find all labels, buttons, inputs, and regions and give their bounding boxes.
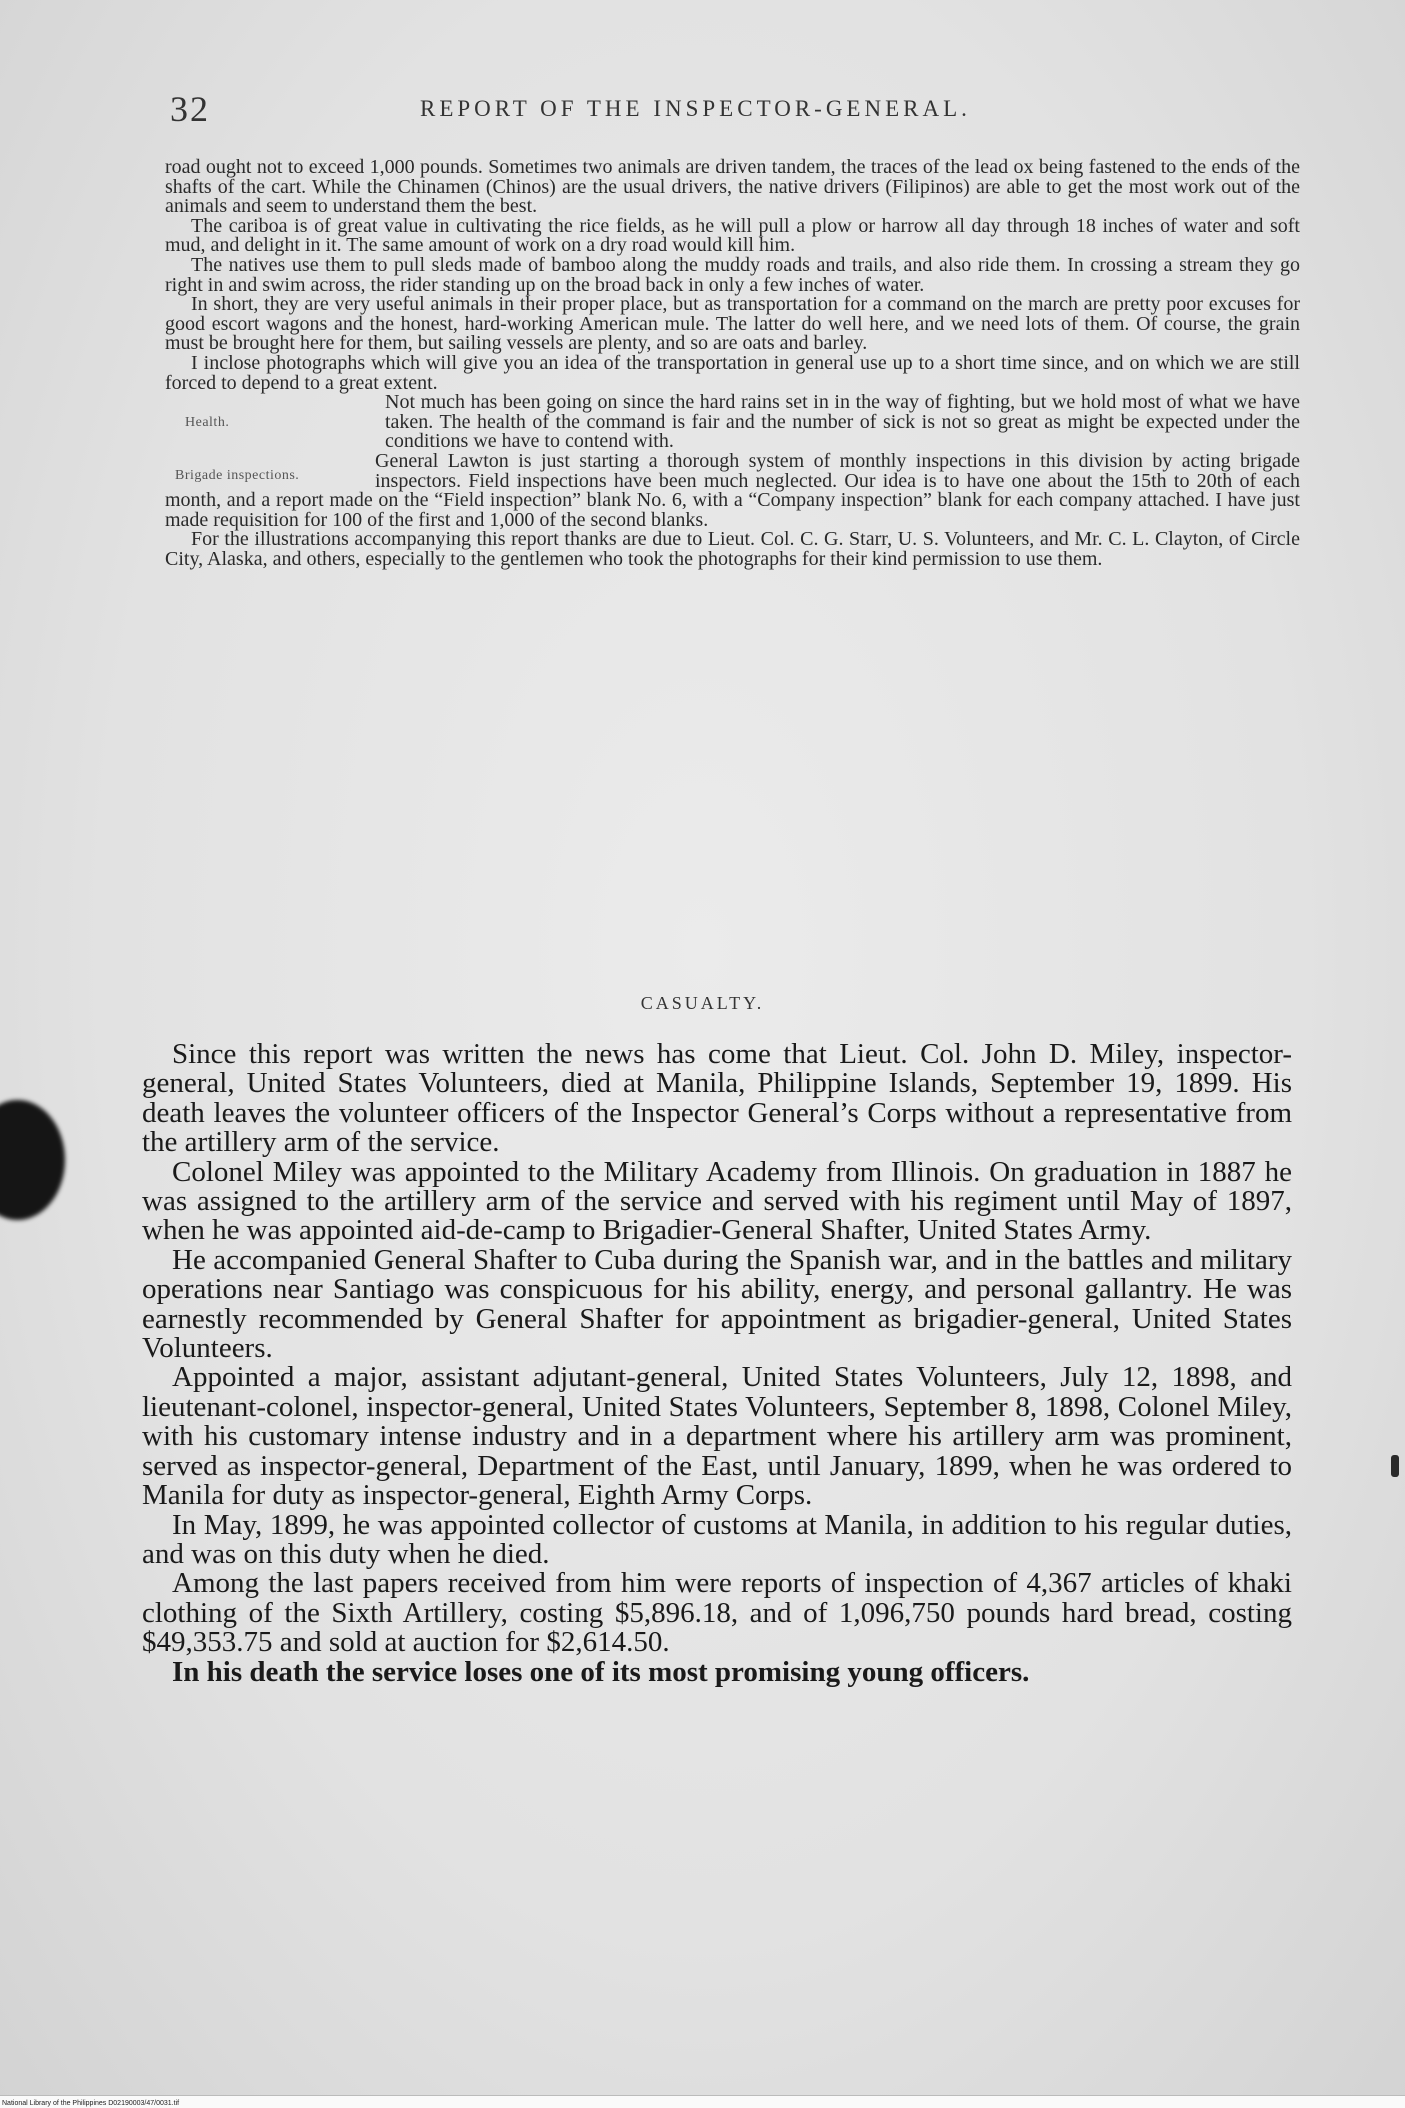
health-section xyxy=(165,393,1300,452)
scan-edge-mark xyxy=(1391,1455,1399,1477)
brigade-section xyxy=(165,449,1300,531)
paragraph: road ought not to exceed 1,000 pounds. Sometimes two animals are driven tandem, the traces of the lead ox being fastened to the ends of the shafts of the cart. While the Chinamen (Chinos) are the usual drivers, the native drivers (Filipinos) are able to get the most work out of the animals and seem to understand them the best. xyxy=(165,156,1300,218)
scan-shadow xyxy=(0,1100,65,1220)
casualty-heading: CASUALTY. xyxy=(640,993,765,1013)
paragraph: General Lawton is just starting a thorough system of monthly inspections in this division by acting brigade inspectors. Field inspections have been much neglected. Our idea is to have one about the 15th to 20th of each month, and a report made on the “Field inspection” blank No. 6, with a “Company inspection” blank for each company attached. I have just made requisition for 100 of the first and 1,000 of the second blanks. xyxy=(165,449,1300,531)
paragraph: In May, 1899, he was appointed collector of customs at Manila, in addition to his regular duties, and was on this duty when he died. xyxy=(142,1508,1292,1570)
page-number: 32 xyxy=(170,89,210,129)
paragraph: In his death the service loses one of its most promising young officers. xyxy=(172,1655,1030,1688)
paragraph: He accompanied General Shafter to Cuba during the Spanish war, and in the battles and military operations near Santiago was conspicuous for his ability, energy, and personal gallantry. He was earnestly recommended by General Shafter for appointment as brigadier-general, United States Volunteers. xyxy=(142,1243,1292,1365)
paragraph: Not much has been going on since the hard rains set in in the way of fighting, but we hold most of what we have taken. The health of the command is fair and the number of sick is not so great as might be expected under the conditions we have to contend with. xyxy=(385,391,1300,453)
paragraph: Among the last papers received from him were reports of inspection of 4,367 articles of khaki clothing of the Sixth Artillery, costing $5,896.18, and of 1,096,750 pounds hard bread, costing $49,353.75 and sold at auction for $2,614.50. xyxy=(142,1567,1292,1659)
running-head: REPORT OF THE INSPECTOR-GENERAL. xyxy=(420,96,971,121)
paragraph: Colonel Miley was appointed to the Military Academy from Illinois. On graduation in 1887 he was assigned to the artillery arm of the service and served with his regiment until May of 1897, when he was appointed aid-de-camp to Brigadier-General Shafter, United States Army. xyxy=(142,1155,1292,1247)
paragraph: Appointed a major, assistant adjutant-general, United States Volunteers, July 12, 1898, and lieutenant-colonel, inspector-general, United States Volunteers, September 8, 1898, Colonel Miley, with his customary intense industry and in a department where his artillery arm was prominent, served as inspector-general, Department of the East, until January, 1899, when he was ordered to Manila for duty as inspector-general, Eighth Army Corps. xyxy=(142,1361,1292,1512)
page-header xyxy=(170,88,1285,128)
paragraph: I inclose photographs which will give you an idea of the transportation in general use up to a short time since, and on which we are still forced to depend to a great extent. xyxy=(165,351,1300,394)
side-note-brigade: Brigade inspections. xyxy=(175,467,300,483)
upper-text-block xyxy=(165,158,1300,569)
casualty-text-block xyxy=(142,1040,1292,1687)
paragraph: In short, they are very useful animals in their proper place, but as transportation for a command on the march are pretty poor excuses for good escort wagons and the honest, hard-working American mule. The latter do well here, and we need lots of them. Of course, the grain must be brought here for them, but sailing vessels are plenty, and so are oats and barley. xyxy=(165,293,1300,355)
footer-text: National Library of the Philippines D02190003/47/0031.tif xyxy=(2,2100,180,2107)
footer-strip xyxy=(0,2095,1405,2108)
paragraph: The natives use them to pull sleds made of bamboo along the muddy roads and trails, and also ride them. In crossing a stream they go right in and swim across, the rider standing up on the broad back in only a few inches of water. xyxy=(165,253,1300,296)
paragraph: For the illustrations accompanying this report thanks are due to Lieut. Col. C. G. Starr, U. S. Volunteers, and Mr. C. L. Clayton, of Circle City, Alaska, and others, especially to the gentlemen who took the photographs for their kind permission to use them. xyxy=(165,528,1300,570)
paragraph: The cariboa is of great value in cultivating the rice fields, as he will pull a plow or harrow all day through 18 inches of water and soft mud, and delight in it. The same amount of work on a dry road would kill him. xyxy=(165,214,1300,257)
paragraph: Since this report was written the news has come that Lieut. Col. John D. Miley, inspector-general, United States Volunteers, died at Manila, Philippine Islands, September 19, 1899. His death leaves the volunteer officers of the Inspector General’s Corps without a representative from the artillery arm of the service. xyxy=(142,1038,1292,1159)
side-note-health: Health. xyxy=(185,415,230,431)
